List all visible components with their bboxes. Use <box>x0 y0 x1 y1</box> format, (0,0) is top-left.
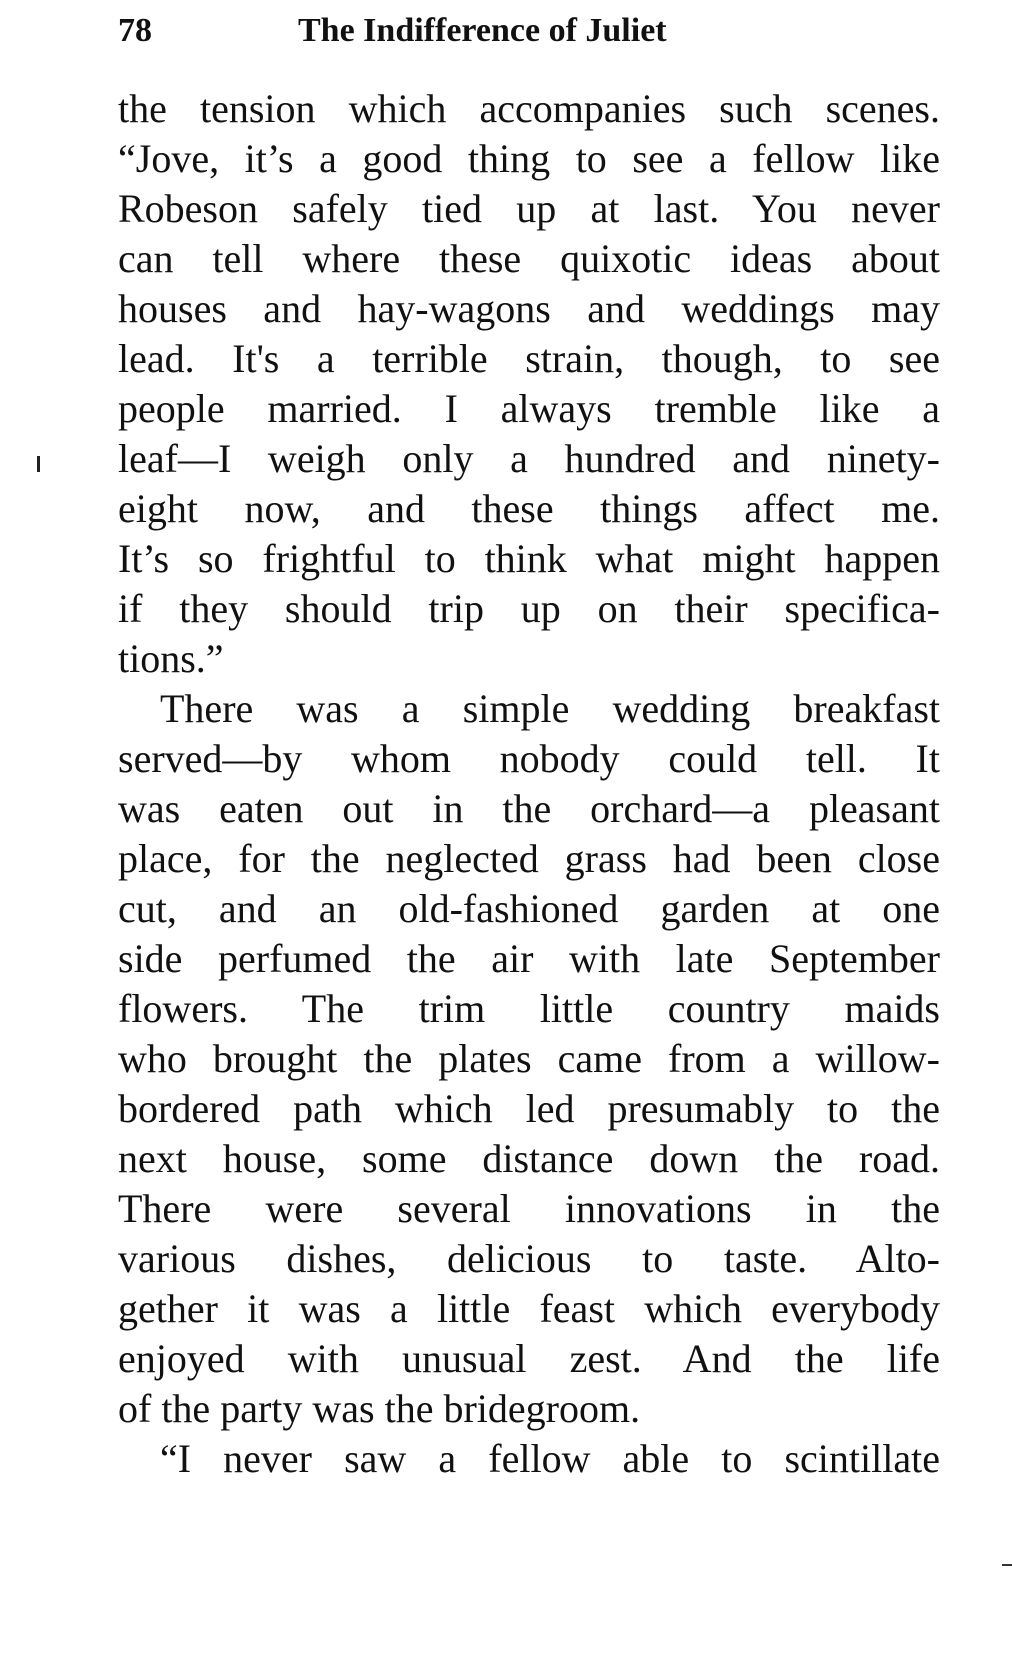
text-line: eight now, and these things affect me. <box>118 486 940 531</box>
margin-mark <box>37 456 40 472</box>
text-line: There were several innovations in the <box>118 1186 940 1231</box>
text-line: served—by whom nobody could tell. It <box>118 736 940 781</box>
text-line: houses and hay-wagons and weddings may <box>118 286 940 331</box>
text-line: can tell where these quixotic ideas about <box>118 236 940 281</box>
paragraph-start-line: There was a simple wedding breakfast <box>160 686 940 731</box>
text-line: It’s so frightful to think what might happen <box>118 536 940 581</box>
text-line: enjoyed with unusual zest. And the life <box>118 1336 940 1381</box>
text-line: various dishes, delicious to taste. Alto- <box>118 1236 940 1281</box>
body-text <box>118 84 940 1484</box>
running-title: The Indifference of Juliet <box>298 12 667 49</box>
text-line: the tension which accompanies such scenes. <box>118 86 940 131</box>
text-line: cut, and an old-fashioned garden at one <box>118 886 940 931</box>
text-line: tions.” <box>118 636 224 681</box>
text-line: place, for the neglected grass had been close <box>118 836 940 881</box>
text-line: next house, some distance down the road. <box>118 1136 940 1181</box>
text-line: bordered path which led presumably to the <box>118 1086 940 1131</box>
text-line: if they should trip up on their specifica- <box>118 586 940 631</box>
text-line: lead. It's a terrible strain, though, to see <box>118 336 940 381</box>
text-line: leaf—I weigh only a hundred and ninety- <box>118 436 940 481</box>
text-line: flowers. The trim little country maids <box>118 986 940 1031</box>
page-number: 78 <box>118 12 152 49</box>
text-line: side perfumed the air with late September <box>118 936 940 981</box>
corner-mark <box>1002 1564 1012 1566</box>
text-line: Robeson safely tied up at last. You never <box>118 186 940 231</box>
text-line: of the party was the bridegroom. <box>118 1386 641 1431</box>
text-line: who brought the plates came from a willow- <box>118 1036 940 1081</box>
text-line: people married. I always tremble like a <box>118 386 940 431</box>
paragraph-start-line: “I never saw a fellow able to scintillate <box>160 1436 940 1481</box>
text-line: was eaten out in the orchard—a pleasant <box>118 786 940 831</box>
page-header <box>118 12 938 52</box>
text-line: “Jove, it’s a good thing to see a fellow like <box>118 136 940 181</box>
text-line: gether it was a little feast which everybody <box>118 1286 940 1331</box>
